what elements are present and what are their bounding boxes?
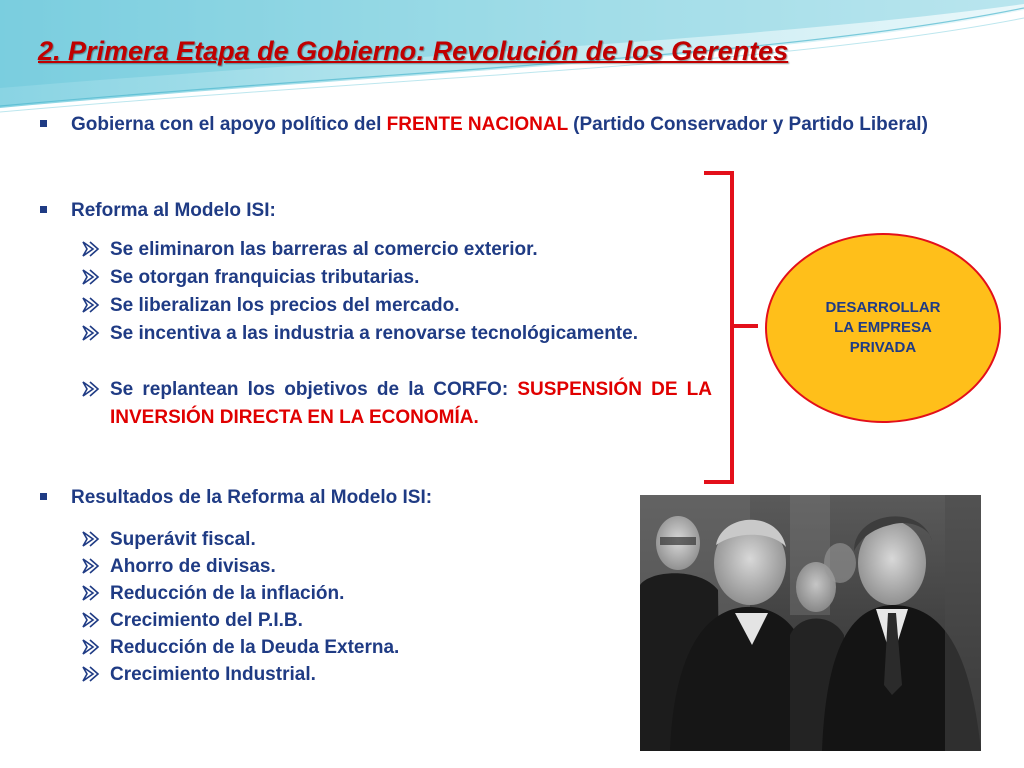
slide-title: 2. Primera Etapa de Gobierno: Revolución de los Gerentes	[38, 36, 789, 66]
bullet-gobierna-text-1: Gobierna con el apoyo político del	[71, 114, 387, 135]
right-bracket-connector	[700, 170, 760, 486]
ellipse-line-3: PRIVADA	[849, 339, 917, 356]
suspension-highlight: SUSPENSIÓN DE LA INVERSIÓN DIRECTA EN LA ECONOMÍA.	[110, 379, 712, 428]
resultado-item-text: Reducción de la Deuda Externa.	[110, 637, 400, 658]
bullet-gobierna-text-2: (Partido Conservador y Partido Liberal)	[567, 114, 928, 135]
ellipse-line-1: DESARROLLAR	[825, 299, 941, 316]
square-bullet-icon	[40, 120, 47, 127]
bullet-reforma: Reforma al Modelo ISI:	[71, 200, 276, 221]
frente-nacional-highlight: FRENTE NACIONAL	[386, 114, 568, 135]
corfo-text: Se replantean los objetivos de la CORFO:	[110, 379, 518, 400]
resultado-item-text: Crecimiento Industrial.	[110, 664, 316, 685]
ellipse-line-2: LA EMPRESA	[834, 319, 932, 336]
bullet-resultados: Resultados de la Reforma al Modelo ISI:	[71, 487, 433, 508]
photo-illustration	[640, 495, 981, 751]
historical-photo	[640, 495, 981, 751]
resultado-item-text: Reducción de la inflación.	[110, 583, 345, 604]
checkmark-arrow-icon	[80, 636, 102, 658]
resultado-item-text: Ahorro de divisas.	[110, 556, 276, 577]
checkmark-arrow-icon	[80, 528, 102, 550]
square-bullet-icon	[40, 206, 47, 213]
resultado-item-text: Crecimiento del P.I.B.	[110, 610, 303, 631]
reforma-item-text: Se incentiva a las industria a renovarse tecnológicamente.	[110, 323, 638, 344]
checkmark-arrow-icon	[80, 663, 102, 685]
checkmark-arrow-icon	[80, 238, 102, 260]
ellipse-text	[803, 298, 963, 358]
reforma-item-text: Se liberalizan los precios del mercado.	[110, 295, 460, 316]
checkmark-arrow-icon	[80, 582, 102, 604]
bullet-gobierna	[71, 111, 969, 139]
desarrollar-empresa-ellipse	[765, 233, 1001, 423]
checkmark-arrow-icon	[80, 266, 102, 288]
checkmark-arrow-icon	[80, 322, 102, 344]
reforma-item-text	[110, 376, 712, 432]
checkmark-arrow-icon	[80, 378, 102, 400]
square-bullet-icon	[40, 493, 47, 500]
checkmark-arrow-icon	[80, 294, 102, 316]
checkmark-arrow-icon	[80, 609, 102, 631]
reforma-item-text: Se eliminaron las barreras al comercio exterior.	[110, 239, 538, 260]
checkmark-arrow-icon	[80, 555, 102, 577]
reforma-item-text: Se otorgan franquicias tributarias.	[110, 267, 420, 288]
resultado-item-text: Superávit fiscal.	[110, 529, 256, 550]
